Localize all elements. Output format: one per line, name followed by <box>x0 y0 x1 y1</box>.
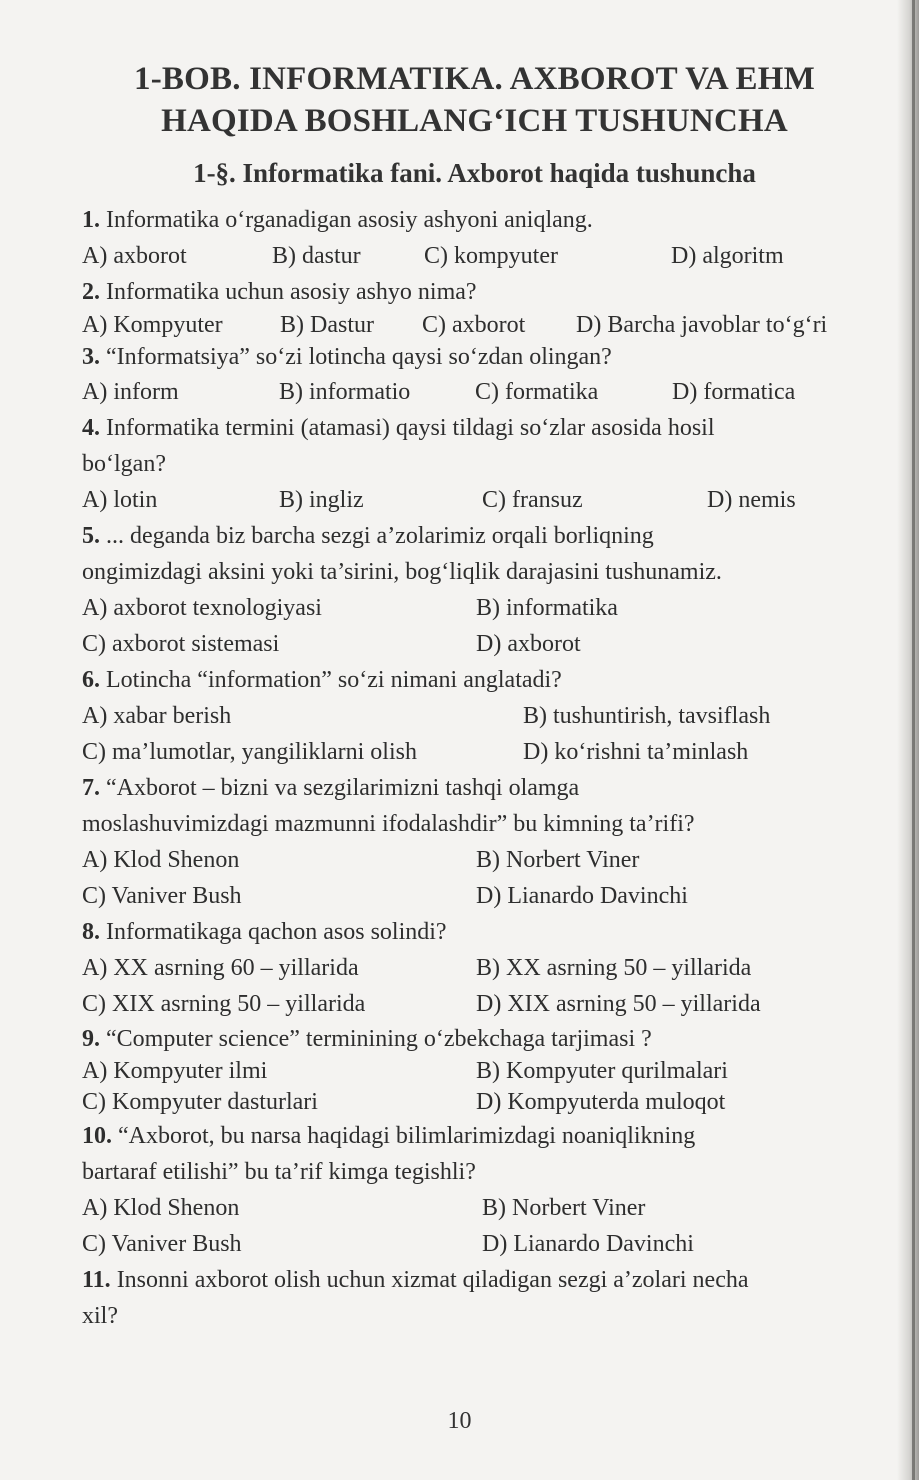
question-10 <box>82 1118 867 1190</box>
options-row <box>82 374 867 410</box>
option-b: B) tushuntirish, tavsiflash <box>523 703 771 729</box>
options-row <box>82 986 867 1022</box>
question-number: 2. <box>82 279 100 305</box>
option-d: D) Barcha javoblar to‘g‘ri <box>576 312 828 338</box>
question-text: Informatika termini (atamasi) qaysi tildagi so‘zlar asosida hosil <box>100 415 715 441</box>
page-edge-line <box>912 0 915 1480</box>
option-a: A) axborot <box>82 243 187 269</box>
options-row <box>82 238 867 274</box>
question-text: Informatika uchun asosiy ashyo nima? <box>100 279 477 305</box>
option-d: D) Lianardo Davinchi <box>476 883 688 909</box>
option-a: A) Kompyuter <box>82 312 223 338</box>
options-row <box>82 626 867 662</box>
options-row <box>82 842 867 878</box>
options-row <box>82 698 867 734</box>
option-c: C) Kompyuter dasturlari <box>82 1089 318 1115</box>
option-d: D) XIX asrning 50 – yillarida <box>476 991 761 1017</box>
question-number: 8. <box>82 919 100 945</box>
option-d: D) algoritm <box>671 243 784 269</box>
option-a: A) XX asrning 60 – yillarida <box>82 955 359 981</box>
option-d: D) ko‘rishni ta’minlash <box>523 739 749 765</box>
question-text: ... deganda biz barcha sezgi a’zolarimiz orqali borliqning <box>100 523 654 549</box>
document-page <box>82 48 867 1334</box>
option-b: B) Dastur <box>280 312 374 338</box>
option-c: C) Vaniver Bush <box>82 883 242 909</box>
question-text: “Axborot, bu narsa haqidagi bilimlarimizdagi noaniqlikning <box>112 1123 696 1149</box>
question-text: Lotincha “information” so‘zi nimani anglatadi? <box>100 667 562 693</box>
question-6 <box>82 662 867 698</box>
options-row <box>82 1087 867 1118</box>
options-row <box>82 482 867 518</box>
option-d: D) axborot <box>476 631 581 657</box>
question-2 <box>82 274 867 310</box>
page-edge-shadow <box>897 0 919 1480</box>
options-row <box>82 1226 867 1262</box>
option-b: B) informatio <box>279 379 411 405</box>
question-number: 4. <box>82 415 100 441</box>
chapter-title-line1: 1-BOB. INFORMATIKA. AXBOROT VA EHM <box>134 61 815 97</box>
option-d: D) formatica <box>672 379 796 405</box>
option-d: D) nemis <box>707 487 796 513</box>
option-c: C) Vaniver Bush <box>82 1231 242 1257</box>
question-11 <box>82 1262 867 1334</box>
question-number: 9. <box>82 1026 100 1052</box>
question-text: Informatikaga qachon asos solindi? <box>100 919 447 945</box>
option-c: C) axborot <box>422 312 526 338</box>
question-number: 6. <box>82 667 100 693</box>
options-row <box>82 950 867 986</box>
question-text-cont: ongimizdagi aksini yoki ta’sirini, bog‘liqlik darajasini tushunamiz. <box>82 559 722 585</box>
question-7 <box>82 770 867 842</box>
question-number: 7. <box>82 775 100 801</box>
option-a: A) Klod Shenon <box>82 847 240 873</box>
question-text: Insonni axborot olish uchun xizmat qiladigan sezgi a’zolari necha <box>110 1267 749 1293</box>
question-9 <box>82 1022 867 1056</box>
option-b: B) Norbert Viner <box>476 847 640 873</box>
option-b: B) Norbert Viner <box>482 1195 646 1221</box>
option-d: D) Kompyuterda muloqot <box>476 1089 726 1115</box>
option-a: A) xabar berish <box>82 703 232 729</box>
question-number: 11. <box>82 1267 111 1293</box>
question-text: Informatika o‘rganadigan asosiy ashyoni aniqlang. <box>100 207 593 233</box>
option-c: C) fransuz <box>482 487 583 513</box>
question-text-cont: xil? <box>82 1303 118 1329</box>
question-text: “Axborot – bizni va sezgilarimizni tashqi olamga <box>100 775 580 801</box>
question-text-cont: bo‘lgan? <box>82 451 166 477</box>
option-c: C) ma’lumotlar, yangiliklarni olish <box>82 739 417 765</box>
option-b: B) XX asrning 50 – yillarida <box>476 955 752 981</box>
options-row <box>82 310 867 341</box>
question-number: 1. <box>82 207 100 233</box>
question-number: 5. <box>82 523 100 549</box>
question-number: 3. <box>82 344 100 370</box>
question-8 <box>82 914 867 950</box>
question-text-cont: bartaraf etilishi” bu ta’rif kimga tegishli? <box>82 1159 476 1185</box>
option-b: B) Kompyuter qurilmalari <box>476 1058 728 1084</box>
option-c: C) formatika <box>475 379 599 405</box>
options-row <box>82 734 867 770</box>
page-number: 10 <box>447 1408 472 1434</box>
question-3 <box>82 341 867 374</box>
options-row <box>82 590 867 626</box>
option-a: A) Kompyuter ilmi <box>82 1058 268 1084</box>
option-c: C) XIX asrning 50 – yillarida <box>82 991 366 1017</box>
question-1 <box>82 202 867 238</box>
option-a: A) inform <box>82 379 179 405</box>
question-5 <box>82 518 867 590</box>
option-a: A) lotin <box>82 487 158 513</box>
question-4 <box>82 410 867 482</box>
option-b: B) ingliz <box>279 487 364 513</box>
option-c: C) axborot sistemasi <box>82 631 280 657</box>
option-b: B) dastur <box>272 243 361 269</box>
option-d: D) Lianardo Davinchi <box>482 1231 694 1257</box>
options-row <box>82 878 867 914</box>
option-a: A) Klod Shenon <box>82 1195 240 1221</box>
option-b: B) informatika <box>476 595 618 621</box>
chapter-title-line2: HAQIDA BOSHLANG‘ICH TUSHUNCHA <box>161 103 788 139</box>
question-number: 10. <box>82 1123 112 1149</box>
section-title: 1-§. Informatika fani. Axborot haqida tushuncha <box>193 158 756 188</box>
options-row <box>82 1056 867 1087</box>
question-text-cont: moslashuvimizdagi mazmunni ifodalashdir” bu kimning ta’rifi? <box>82 811 695 837</box>
options-row <box>82 1190 867 1226</box>
question-text: “Informatsiya” so‘zi lotincha qaysi so‘zdan olingan? <box>100 344 612 370</box>
option-a: A) axborot texnologiyasi <box>82 595 322 621</box>
option-c: C) kompyuter <box>424 243 558 269</box>
question-text: “Computer science” terminining o‘zbekchaga tarjimasi ? <box>100 1026 652 1052</box>
chapter-title <box>82 58 867 142</box>
